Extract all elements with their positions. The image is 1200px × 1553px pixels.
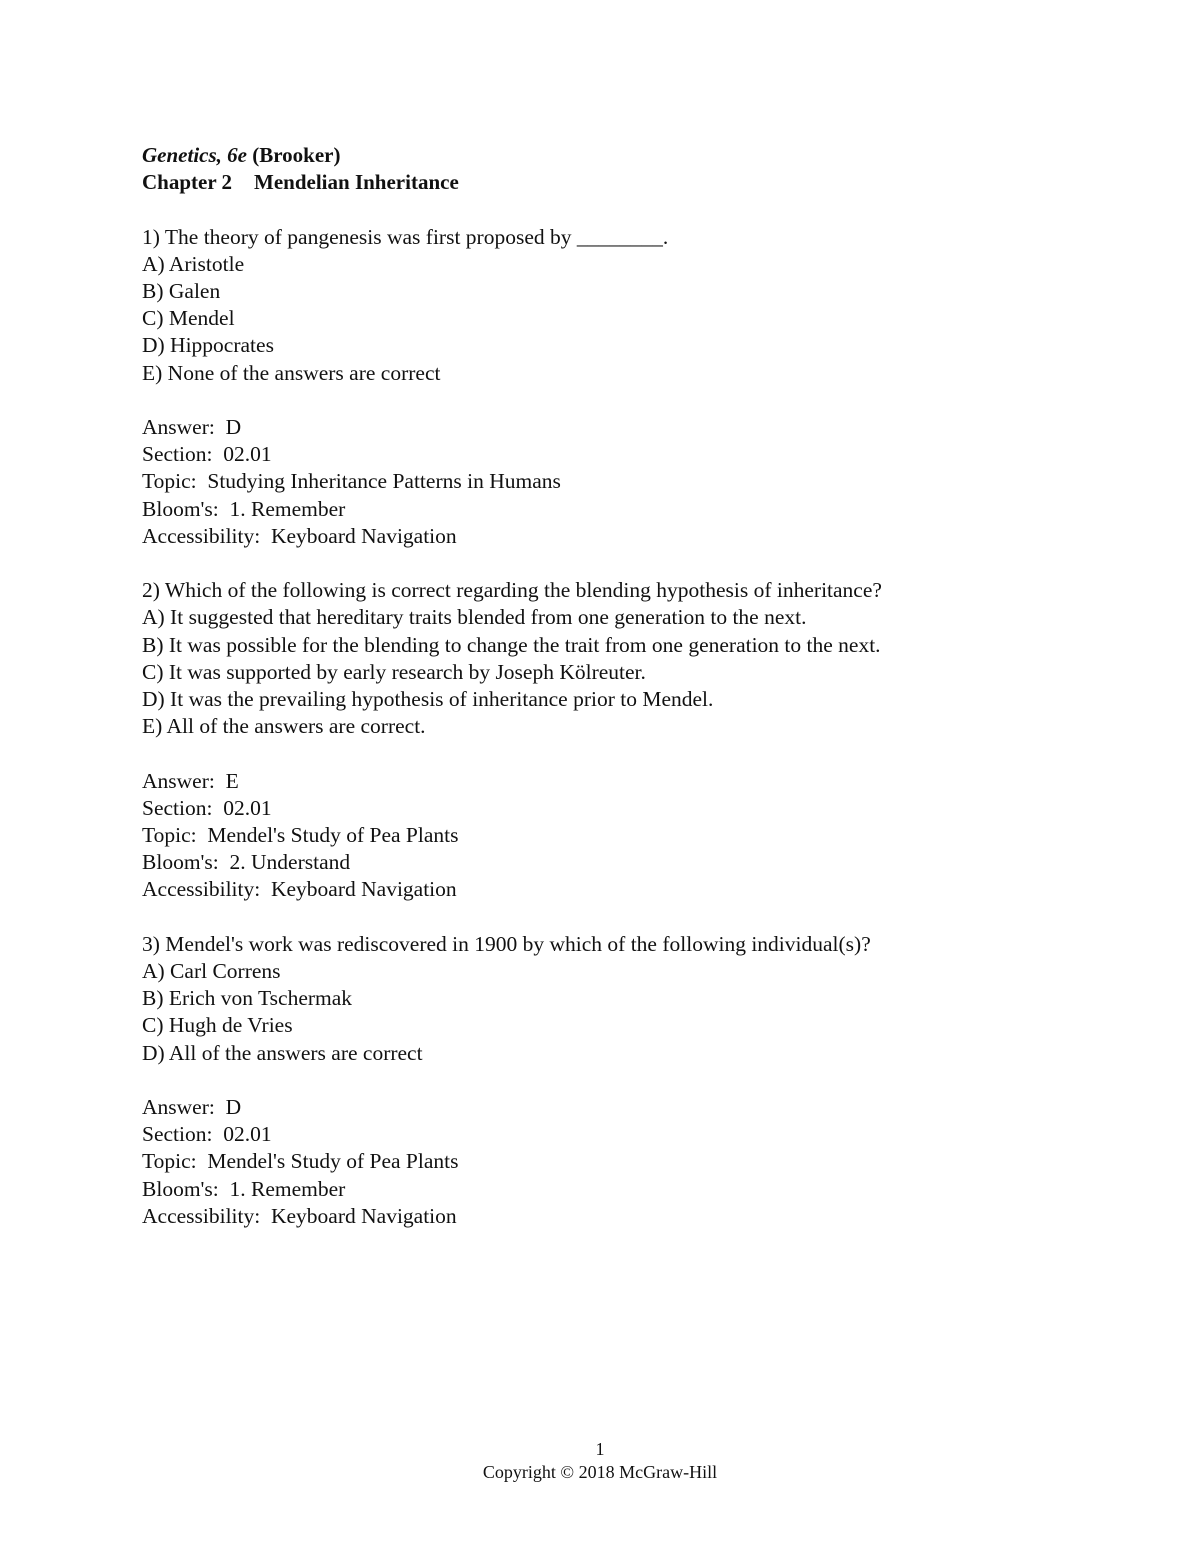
spacer	[142, 550, 1102, 577]
blooms-label: Bloom's: 1. Remember	[142, 1176, 346, 1201]
answer-key: Answer: D	[142, 414, 242, 439]
answer-option: D) It was the prevailing hypothesis of inheritance prior to Mendel.	[142, 686, 714, 711]
topic-label: Topic: Studying Inheritance Patterns in Humans	[142, 469, 561, 494]
chapter-number: Chapter 2	[142, 170, 233, 195]
answer-option: C) Hugh de Vries	[142, 1013, 293, 1038]
answer-option: B) Erich von Tschermak	[142, 986, 353, 1011]
document-header	[142, 142, 1102, 196]
answer-option: B) It was possible for the blending to change the trait from one generation to the next.	[142, 632, 881, 657]
answer-option: E) None of the answers are correct	[142, 360, 441, 385]
spacer	[142, 1067, 1102, 1094]
accessibility-label: Accessibility: Keyboard Navigation	[142, 1203, 457, 1228]
question-stem: 2) Which of the following is correct regarding the blending hypothesis of inheritance?	[142, 578, 882, 603]
accessibility-label: Accessibility: Keyboard Navigation	[142, 877, 457, 902]
spacer	[142, 740, 1102, 767]
section-label: Section: 02.01	[142, 795, 272, 820]
question-stem: 1) The theory of pangenesis was first proposed by ________.	[142, 224, 669, 249]
question-stem: 3) Mendel's work was rediscovered in 1900 by which of the following individual(s)?	[142, 931, 871, 956]
answer-option: A) Carl Correns	[142, 958, 281, 983]
answer-option: A) It suggested that hereditary traits blended from one generation to the next.	[142, 605, 807, 630]
question-1	[142, 224, 1102, 550]
section-label: Section: 02.01	[142, 442, 272, 467]
answer-option: E) All of the answers are correct.	[142, 714, 426, 739]
answer-option: D) Hippocrates	[142, 333, 274, 358]
accessibility-label: Accessibility: Keyboard Navigation	[142, 523, 457, 548]
answer-key: Answer: E	[142, 768, 239, 793]
question-2	[142, 577, 1102, 903]
answer-option: A) Aristotle	[142, 251, 245, 276]
chapter-title: Mendelian Inheritance	[254, 170, 459, 195]
spacer	[142, 904, 1102, 931]
book-author: (Brooker)	[246, 143, 341, 167]
spacer	[142, 196, 1102, 223]
answer-option: D) All of the answers are correct	[142, 1040, 423, 1065]
blooms-label: Bloom's: 1. Remember	[142, 496, 346, 521]
section-label: Section: 02.01	[142, 1122, 272, 1147]
topic-label: Topic: Mendel's Study of Pea Plants	[142, 1149, 459, 1174]
blooms-label: Bloom's: 2. Understand	[142, 850, 351, 875]
topic-label: Topic: Mendel's Study of Pea Plants	[142, 822, 459, 847]
answer-key: Answer: D	[142, 1094, 242, 1119]
page-number: 1	[595, 1439, 605, 1459]
copyright-notice: Copyright © 2018 McGraw-Hill	[482, 1462, 718, 1482]
book-title: Genetics, 6e	[142, 143, 247, 167]
page-content	[142, 142, 1102, 1230]
spacer	[142, 387, 1102, 414]
question-3	[142, 931, 1102, 1230]
book-heading	[142, 142, 1102, 169]
answer-option: B) Galen	[142, 278, 221, 303]
chapter-heading	[142, 169, 1102, 196]
answer-option: C) It was supported by early research by Joseph Kölreuter.	[142, 659, 646, 684]
answer-option: C) Mendel	[142, 306, 235, 331]
